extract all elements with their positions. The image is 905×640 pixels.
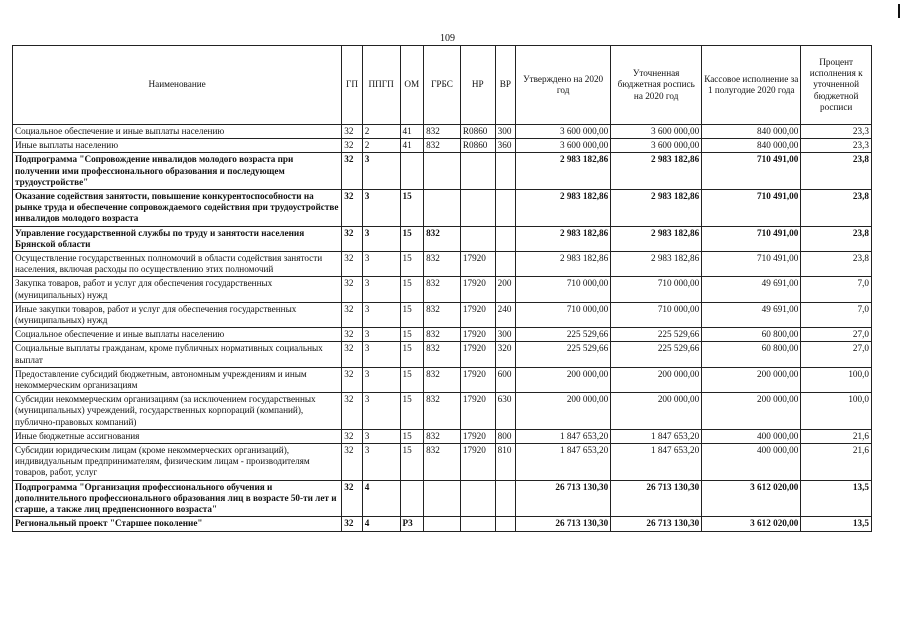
- cell-refined: 26 713 130,30: [611, 517, 702, 531]
- page-number: 109: [440, 33, 455, 44]
- table-body: [13, 125, 872, 532]
- cell-name: Осуществление государственных полномочий в области содействия занятости населения, включая расходы по осуществлению этих полномочий: [13, 252, 342, 277]
- cell-gp: 32: [342, 342, 362, 367]
- cell-vr: [495, 153, 515, 190]
- cell-percent: 21,6: [801, 429, 872, 443]
- cell-cash: 840 000,00: [702, 125, 801, 139]
- cell-name: Социальное обеспечение и иные выплаты населению: [13, 125, 342, 139]
- cell-ppgp: 3: [362, 444, 400, 481]
- cell-approved: 26 713 130,30: [516, 517, 611, 531]
- cell-om: 15: [400, 342, 424, 367]
- cell-grbs: 832: [424, 393, 461, 430]
- table-row: [13, 444, 872, 481]
- table-row: [13, 393, 872, 430]
- cell-vr: 360: [495, 139, 515, 153]
- cell-np: 17920: [460, 444, 495, 481]
- cell-ppgp: 3: [362, 342, 400, 367]
- table-header-row: [13, 46, 872, 125]
- cell-percent: 23,3: [801, 125, 872, 139]
- cell-name: Оказание содействия занятости, повышение конкурентоспособности на рынке труда и обеспечение сопровождаемого содействия при трудоустройстве инвалидов молодого возраста: [13, 190, 342, 227]
- cell-grbs: [424, 517, 461, 531]
- header-grbs: ГРБС: [424, 46, 461, 125]
- cell-np: 17920: [460, 252, 495, 277]
- table-row: [13, 226, 872, 251]
- cell-om: 15: [400, 444, 424, 481]
- cell-cash: 400 000,00: [702, 444, 801, 481]
- cell-refined: 1 847 653,20: [611, 429, 702, 443]
- cell-approved: 2 983 182,86: [516, 252, 611, 277]
- cell-vr: 320: [495, 342, 515, 367]
- cell-refined: 3 600 000,00: [611, 125, 702, 139]
- header-percent: Процент исполнения к уточненной бюджетной росписи: [801, 46, 872, 125]
- cell-ppgp: 3: [362, 367, 400, 392]
- cell-vr: 300: [495, 328, 515, 342]
- cell-om: 15: [400, 393, 424, 430]
- cell-vr: 240: [495, 302, 515, 327]
- cell-percent: 27,0: [801, 328, 872, 342]
- cell-gp: 32: [342, 139, 362, 153]
- cell-name: Подпрограмма "Организация профессионального обучения и дополнительного профессионального образования лиц в возрасте 50-ти лет и старше, а также лиц предпенсионного возраста": [13, 480, 342, 517]
- header-vr: ВР: [495, 46, 515, 125]
- cell-cash: 200 000,00: [702, 367, 801, 392]
- table-row: [13, 429, 872, 443]
- cell-grbs: 832: [424, 342, 461, 367]
- header-name: Наименование: [13, 46, 342, 125]
- cell-np: 17920: [460, 367, 495, 392]
- header-np: НР: [460, 46, 495, 125]
- cell-gp: 32: [342, 302, 362, 327]
- cell-om: [400, 480, 424, 517]
- cell-om: 15: [400, 277, 424, 302]
- cell-grbs: [424, 190, 461, 227]
- cell-name: Субсидии некоммерческим организациям (за исключением государственных (муниципальных) учреждений, государственных корпораций (компаний), публично-правовых компаний): [13, 393, 342, 430]
- cell-grbs: 832: [424, 226, 461, 251]
- cell-grbs: 832: [424, 302, 461, 327]
- cell-name: Социальное обеспечение и иные выплаты населению: [13, 328, 342, 342]
- cell-cash: 840 000,00: [702, 139, 801, 153]
- cell-approved: 710 000,00: [516, 277, 611, 302]
- cell-np: 17920: [460, 328, 495, 342]
- cell-om: 41: [400, 139, 424, 153]
- cell-cash: 400 000,00: [702, 429, 801, 443]
- cell-grbs: [424, 480, 461, 517]
- cell-percent: 21,6: [801, 444, 872, 481]
- cell-ppgp: 3: [362, 252, 400, 277]
- cell-grbs: 832: [424, 367, 461, 392]
- header-ppgp: ППГП: [362, 46, 400, 125]
- cell-ppgp: 4: [362, 480, 400, 517]
- table-row: [13, 328, 872, 342]
- cell-np: [460, 226, 495, 251]
- cell-percent: 13,5: [801, 480, 872, 517]
- cell-om: 15: [400, 429, 424, 443]
- cell-om: 15: [400, 252, 424, 277]
- cell-vr: [495, 517, 515, 531]
- cell-gp: 32: [342, 252, 362, 277]
- cell-cash: 60 800,00: [702, 342, 801, 367]
- cell-percent: 100,0: [801, 393, 872, 430]
- cell-gp: 32: [342, 444, 362, 481]
- cell-name: Региональный проект "Старшее поколение": [13, 517, 342, 531]
- cell-np: R0860: [460, 125, 495, 139]
- cell-cash: 710 491,00: [702, 190, 801, 227]
- cell-ppgp: 4: [362, 517, 400, 531]
- cell-gp: 32: [342, 328, 362, 342]
- cell-approved: 2 983 182,86: [516, 226, 611, 251]
- cell-ppgp: 3: [362, 190, 400, 227]
- cell-refined: 225 529,66: [611, 328, 702, 342]
- cell-cash: 710 491,00: [702, 252, 801, 277]
- cell-ppgp: 2: [362, 125, 400, 139]
- cell-vr: [495, 190, 515, 227]
- cell-cash: 3 612 020,00: [702, 517, 801, 531]
- cell-np: [460, 517, 495, 531]
- header-cash: Кассовое исполнение за 1 полугодие 2020 года: [702, 46, 801, 125]
- cell-refined: 225 529,66: [611, 342, 702, 367]
- cell-gp: 32: [342, 277, 362, 302]
- cell-approved: 200 000,00: [516, 393, 611, 430]
- cell-grbs: 832: [424, 125, 461, 139]
- cell-approved: 2 983 182,86: [516, 153, 611, 190]
- cell-refined: 1 847 653,20: [611, 444, 702, 481]
- cell-refined: 2 983 182,86: [611, 226, 702, 251]
- table-row: [13, 302, 872, 327]
- table-row: [13, 125, 872, 139]
- cell-name: Закупка товаров, работ и услуг для обеспечения государственных (муниципальных) нужд: [13, 277, 342, 302]
- cell-vr: 810: [495, 444, 515, 481]
- cell-approved: 1 847 653,20: [516, 444, 611, 481]
- table-row: [13, 277, 872, 302]
- cell-om: 41: [400, 125, 424, 139]
- table-row: [13, 252, 872, 277]
- cell-percent: 7,0: [801, 277, 872, 302]
- cell-approved: 225 529,66: [516, 328, 611, 342]
- cell-refined: 710 000,00: [611, 277, 702, 302]
- cell-np: 17920: [460, 342, 495, 367]
- cell-percent: 23,8: [801, 226, 872, 251]
- cell-gp: 32: [342, 226, 362, 251]
- cell-grbs: 832: [424, 139, 461, 153]
- header-approved: Утверждено на 2020 год: [516, 46, 611, 125]
- cell-ppgp: 3: [362, 429, 400, 443]
- cell-name: Предоставление субсидий бюджетным, автономным учреждениям и иным некоммерческим организациям: [13, 367, 342, 392]
- cell-om: 15: [400, 226, 424, 251]
- cell-name: Иные бюджетные ассигнования: [13, 429, 342, 443]
- header-refined: Уточненная бюджетная роспись на 2020 год: [611, 46, 702, 125]
- cell-np: 17920: [460, 302, 495, 327]
- cell-name: Субсидии юридическим лицам (кроме некоммерческих организаций), индивидуальным предпринимателям, физическим лицам - производителям товаров, работ, услуг: [13, 444, 342, 481]
- cell-approved: 710 000,00: [516, 302, 611, 327]
- cell-ppgp: 3: [362, 393, 400, 430]
- cell-grbs: 832: [424, 328, 461, 342]
- cell-refined: 710 000,00: [611, 302, 702, 327]
- cell-name: Подпрограмма "Сопровождение инвалидов молодого возраста при получении ими профессионального образования и последующем трудоустройстве": [13, 153, 342, 190]
- cell-ppgp: 3: [362, 153, 400, 190]
- header-gp: ГП: [342, 46, 362, 125]
- cell-approved: 225 529,66: [516, 342, 611, 367]
- cell-name: Иные закупки товаров, работ и услуг для обеспечения государственных (муниципальных) нужд: [13, 302, 342, 327]
- cell-gp: 32: [342, 393, 362, 430]
- cell-vr: 630: [495, 393, 515, 430]
- cell-cash: 3 612 020,00: [702, 480, 801, 517]
- cell-cash: 49 691,00: [702, 302, 801, 327]
- cell-gp: 32: [342, 190, 362, 227]
- cell-np: [460, 480, 495, 517]
- cell-refined: 200 000,00: [611, 393, 702, 430]
- cell-cash: 49 691,00: [702, 277, 801, 302]
- cell-grbs: [424, 153, 461, 190]
- cell-name: Социальные выплаты гражданам, кроме публичных нормативных социальных выплат: [13, 342, 342, 367]
- cell-refined: 2 983 182,86: [611, 252, 702, 277]
- cell-approved: 26 713 130,30: [516, 480, 611, 517]
- cell-np: 17920: [460, 393, 495, 430]
- cell-approved: 200 000,00: [516, 367, 611, 392]
- cell-percent: 23,8: [801, 153, 872, 190]
- cell-name: Управление государственной службы по труду и занятости населения Брянской области: [13, 226, 342, 251]
- cell-om: 15: [400, 367, 424, 392]
- table-row: [13, 153, 872, 190]
- cell-grbs: 832: [424, 277, 461, 302]
- cell-percent: 23,8: [801, 252, 872, 277]
- cell-grbs: 832: [424, 444, 461, 481]
- cell-vr: 200: [495, 277, 515, 302]
- cell-np: R0860: [460, 139, 495, 153]
- cell-percent: 13,5: [801, 517, 872, 531]
- cell-gp: 32: [342, 367, 362, 392]
- cell-gp: 32: [342, 125, 362, 139]
- scan-edge-mark: [898, 4, 900, 18]
- cell-vr: 800: [495, 429, 515, 443]
- cell-name: Иные выплаты населению: [13, 139, 342, 153]
- table-row: [13, 367, 872, 392]
- cell-percent: 23,8: [801, 190, 872, 227]
- cell-gp: 32: [342, 153, 362, 190]
- cell-ppgp: 3: [362, 226, 400, 251]
- cell-vr: 600: [495, 367, 515, 392]
- cell-refined: 2 983 182,86: [611, 190, 702, 227]
- cell-vr: [495, 226, 515, 251]
- cell-np: 17920: [460, 277, 495, 302]
- cell-ppgp: 3: [362, 302, 400, 327]
- cell-gp: 32: [342, 517, 362, 531]
- table-row: [13, 190, 872, 227]
- cell-approved: 3 600 000,00: [516, 139, 611, 153]
- cell-om: [400, 153, 424, 190]
- cell-cash: 710 491,00: [702, 226, 801, 251]
- cell-np: [460, 153, 495, 190]
- cell-om: 15: [400, 328, 424, 342]
- cell-vr: [495, 252, 515, 277]
- cell-grbs: 832: [424, 252, 461, 277]
- cell-grbs: 832: [424, 429, 461, 443]
- cell-ppgp: 2: [362, 139, 400, 153]
- header-om: ОМ: [400, 46, 424, 125]
- cell-refined: 200 000,00: [611, 367, 702, 392]
- cell-gp: 32: [342, 429, 362, 443]
- cell-percent: 7,0: [801, 302, 872, 327]
- budget-table: [12, 45, 872, 532]
- cell-cash: 710 491,00: [702, 153, 801, 190]
- cell-ppgp: 3: [362, 277, 400, 302]
- cell-np: 17920: [460, 429, 495, 443]
- cell-cash: 200 000,00: [702, 393, 801, 430]
- cell-percent: 27,0: [801, 342, 872, 367]
- cell-om: P3: [400, 517, 424, 531]
- cell-refined: 3 600 000,00: [611, 139, 702, 153]
- cell-cash: 60 800,00: [702, 328, 801, 342]
- table-row: [13, 480, 872, 517]
- cell-ppgp: 3: [362, 328, 400, 342]
- cell-om: 15: [400, 190, 424, 227]
- cell-approved: 3 600 000,00: [516, 125, 611, 139]
- cell-vr: 300: [495, 125, 515, 139]
- cell-approved: 2 983 182,86: [516, 190, 611, 227]
- cell-np: [460, 190, 495, 227]
- cell-refined: 2 983 182,86: [611, 153, 702, 190]
- cell-vr: [495, 480, 515, 517]
- cell-gp: 32: [342, 480, 362, 517]
- table-row: [13, 139, 872, 153]
- table-row: [13, 342, 872, 367]
- cell-approved: 1 847 653,20: [516, 429, 611, 443]
- cell-om: 15: [400, 302, 424, 327]
- cell-percent: 23,3: [801, 139, 872, 153]
- cell-percent: 100,0: [801, 367, 872, 392]
- cell-refined: 26 713 130,30: [611, 480, 702, 517]
- table-row: [13, 517, 872, 531]
